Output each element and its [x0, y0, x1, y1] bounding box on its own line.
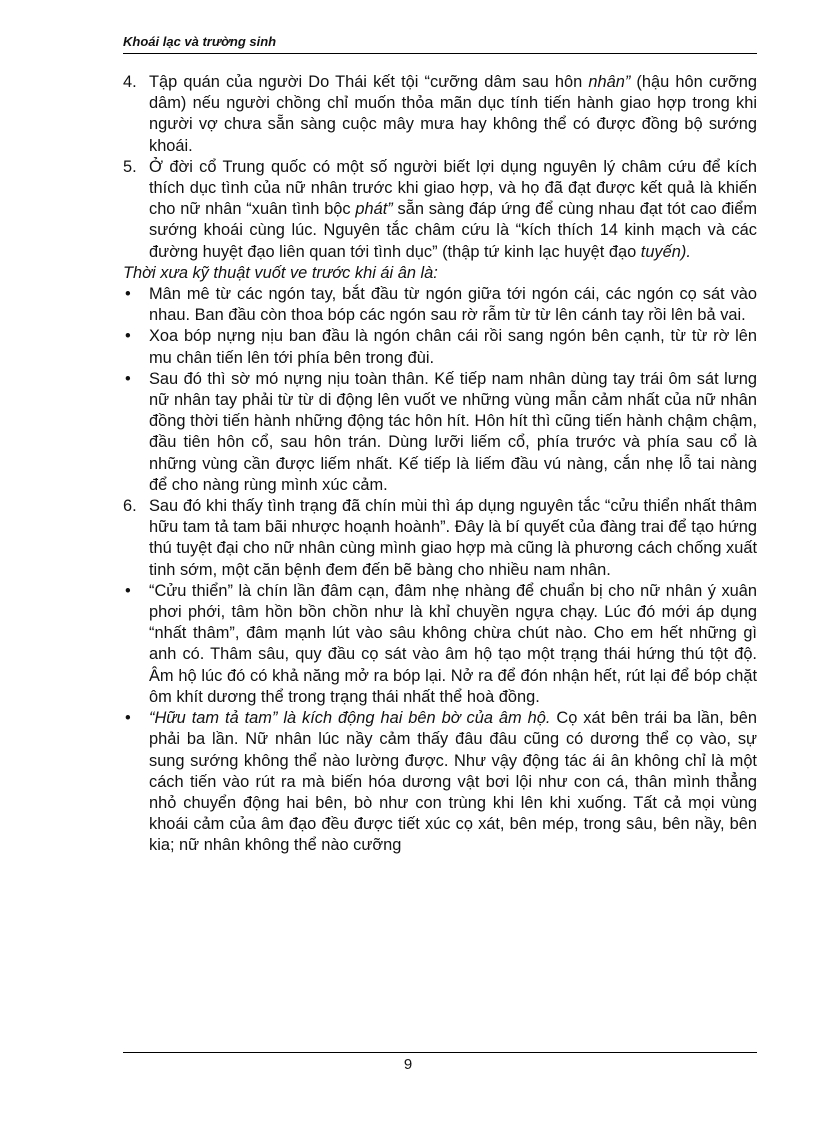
italic-text: phát” — [355, 200, 393, 219]
italic-text: nhân” — [588, 73, 631, 91]
text-run: (hậu hôn cưỡng dâm) nếu người chồng chỉ muốn thỏa mãn dục tính tiến hành giao hợp trong khi người vợ chưa sẵn sàng cuộc mây mưa hay không thể có được đồng bộ sướng khoái. — [149, 73, 757, 155]
numbered-item — [123, 157, 757, 263]
bullet-list-principles — [123, 581, 757, 857]
bullet-item — [123, 581, 757, 708]
item-number: 4. — [123, 73, 137, 91]
item-number: 5. — [123, 157, 137, 176]
bullet-icon: • — [125, 327, 131, 346]
intro-line: Thời xưa kỹ thuật vuốt ve trước khi ái ân là: — [123, 263, 438, 282]
header-rule — [123, 53, 757, 54]
text-run: Sau đó khi thấy tình trạng đã chín mùi thì áp dụng nguyên tắc “cửu thiển nhất thâm hữu tam tả tam bãi nhược hoạnh hoành”. Đây là bí quyết của đàng trai để tạo hứng thú tuyệt đại cho nữ nhân cùng mình giao hợp mà cũng là phương cách chống xuất tinh sớm, một căn bệnh đem đến bẽ bàng cho nhiều nam nhân. — [149, 497, 757, 579]
text-run: Cọ xát bên trái ba lần, bên phải ba lần. Nữ nhân lúc nầy cảm thấy đâu đâu cũng có dương thể cọ vào, sự sung sướng không thể nào lường được. Như vậy động tác ái ân không chỉ là một cách tiến vào rút ra mà biến hóa dương vật bơi lội như con cá, thân mình thẳng nhỏ chuyển động hai bên, bò như con trùng khi lên khi xuống. Tất cả mọi vùng khoái cảm của âm đạo đều được tiết xúc cọ xát, bên mép, trong sâu, bên nầy, bên kia; nữ nhân không thể nào cưỡng — [149, 709, 757, 855]
text-run: Mân mê từ các ngón tay, bắt đầu từ ngón giữa tới ngón cái, các ngón cọ sát vào nhau. Ban đầu còn thoa bóp các ngón sau rờ rẫm từ từ lên cánh tay rồi lên bả vai. — [149, 285, 757, 325]
bullet-icon: • — [125, 369, 131, 388]
text-run: Ở đời cổ Trung quốc có một số người biết lợi dụng nguyên lý châm cứu để kích thích dục tình của nữ nhân trước khi giao hợp, và họ đã đạt được kết quả là khiến cho nữ nhân “xuân tình bộc — [149, 157, 757, 219]
numbered-item — [123, 496, 757, 581]
bullet-icon: • — [125, 709, 131, 728]
page-number: 9 — [403, 1056, 413, 1073]
italic-text: tuyến). — [640, 242, 691, 261]
running-header: Khoái lạc và trường sinh — [123, 34, 277, 49]
bullet-item — [123, 326, 757, 368]
bullet-icon: • — [125, 581, 131, 600]
numbered-item — [123, 72, 757, 157]
text-run: Sau đó thì sờ mó nựng nịu toàn thân. Kế tiếp nam nhân dùng tay trái ôm sát lưng nữ nhân tay phải từ từ di động lên vuốt ve những vùng mẫn cảm nhất của nữ nhân đồng thời tiến hành những động tác hôn hít. Hôn hít thì cũng tiến hành chậm chậm, đầu tiên hôn cổ, sau hôn trán. Dùng lưỡi liếm cổ, phía trước và phía sau cổ là những vùng cần được liếm nhất. Kế tiếp là liếm đầu vú nàng, cắn nhẹ lỗ tai nàng để cho nàng rùng mình xúc cảm. — [149, 369, 757, 494]
bullet-item — [123, 708, 757, 856]
body-text — [123, 72, 757, 857]
text-run: Tập quán của người Do Thái kết tội “cưỡng dâm sau hôn — [149, 73, 589, 91]
text-run: Xoa bóp nựng nịu ban đầu là ngón chân cái rồi sang ngón bên cạnh, từ từ rờ lên mu chân tiến lên tới phía bên trong đùi. — [149, 327, 757, 367]
text-run: sẵn sàng đáp ứng để cùng nhau đạt tót cao điểm sướng khoái cùng lúc. Nguyên tắc châm cứu là “kích thích 14 kinh mạch và các đường huyệt đạo liên quan tới tình dục” (thập tứ kinh lạc huyệt đạo — [149, 200, 757, 261]
italic-text: “Hữu tam tả tam” là kích động hai bên bờ của âm hộ. — [149, 709, 551, 728]
text-run: “Cửu thiển” là chín lần đâm cạn, đâm nhẹ nhàng để chuẩn bị cho nữ nhân ý xuân phơi phới, tâm hồn bồn chồn như là khỉ chuyền ngựa chạy. Lúc đó mới áp dụng “nhất thâm”, đâm mạnh lút vào sâu không chừa chút nào. Cho em hết những gì anh có. Thâm sâu, quy đầu cọ sát vào âm hộ tạo một trạng thái hứng thú tột độ. Âm hộ lúc đó có khả năng mở ra bóp lại. Nở ra để đón nhận hết, rút lại để bóp chặt ôm khít dương thể trong trạng thái nhất thể hoà đồng. — [149, 581, 757, 706]
bullet-item — [123, 284, 757, 326]
item-number: 6. — [123, 497, 137, 516]
numbered-list-item-6 — [123, 496, 757, 581]
numbered-list-top — [123, 72, 757, 263]
footer-rule — [123, 1052, 757, 1053]
bullet-list-techniques — [123, 284, 757, 496]
bullet-icon: • — [125, 285, 131, 304]
bullet-item — [123, 369, 757, 496]
